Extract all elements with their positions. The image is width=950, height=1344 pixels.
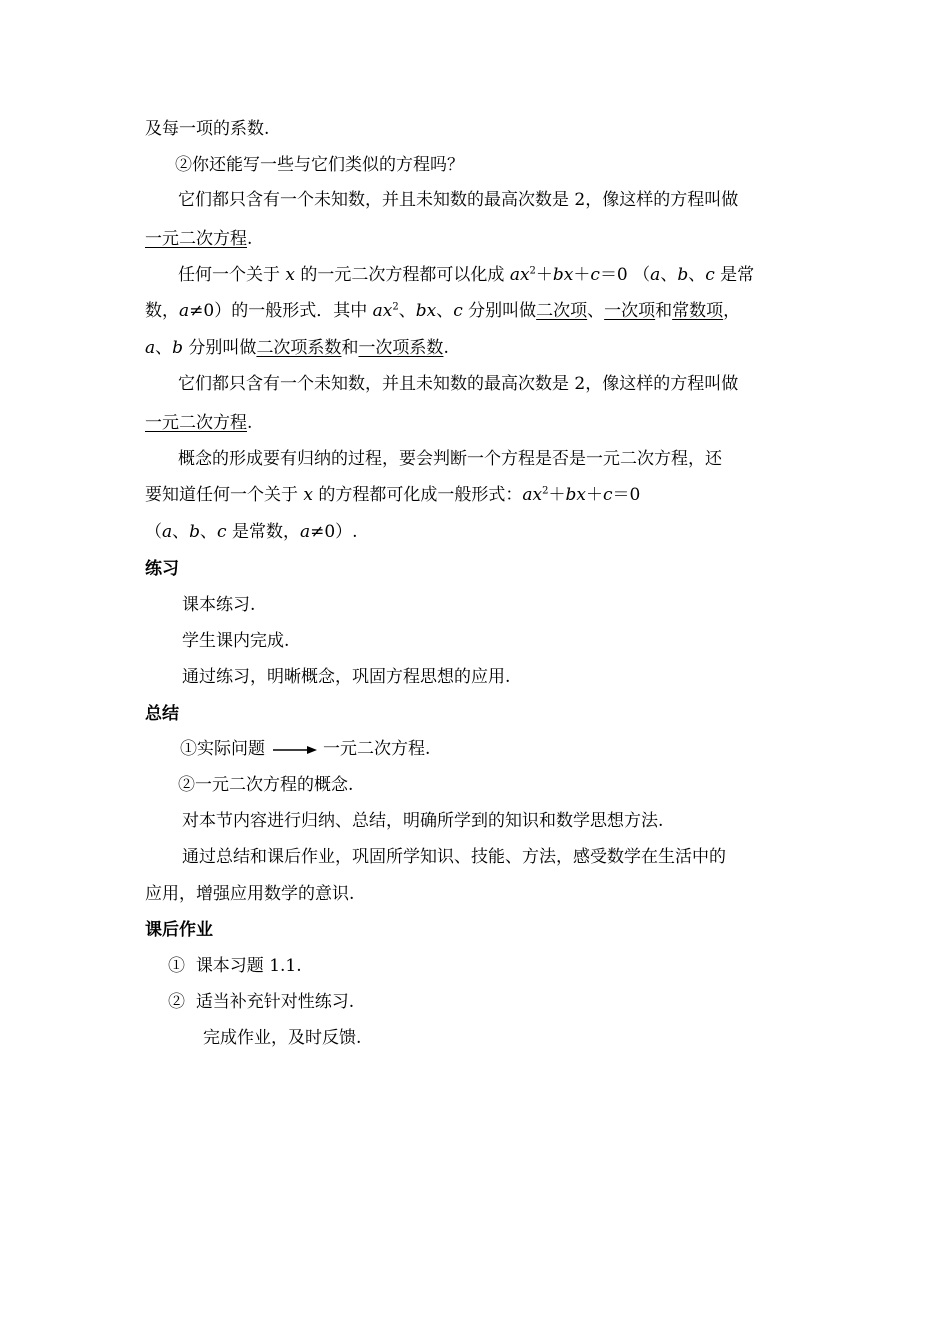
summary-item-2: ②一元二次方程的概念. <box>178 775 354 795</box>
section-heading-homework: 课后作业 <box>145 920 213 940</box>
term-underlined: 一元二次方程 <box>145 413 247 433</box>
text-line: 通过练习，明晰概念，巩固方程思想的应用. <box>182 667 511 687</box>
paragraph-line: 数，a≠0）的一般形式．其中 $ax^2$、bx、c 分别叫做二次项、一次项和常数项， <box>145 301 741 321</box>
text-line: 对本节内容进行归纳、总结，明确所学到的知识和数学思想方法. <box>182 811 664 831</box>
paragraph-line: 概念的形成要有归纳的过程，要会判断一个方程是否是一元二次方程，还 <box>178 449 722 469</box>
text-line: 应用，增强应用数学的意识. <box>145 884 355 904</box>
paragraph-line: 一元二次方程. <box>145 413 253 433</box>
paragraph-line: a、b 分别叫做二次项系数和一次项系数. <box>145 338 449 358</box>
right-arrow-icon <box>273 745 317 755</box>
text-line: 通过总结和课后作业，巩固所学知识、技能、方法，感受数学在生活中的 <box>182 847 726 867</box>
term-underlined: 一次项系数 <box>358 338 444 358</box>
term-underlined: 一次项 <box>604 301 656 321</box>
text-line: 及每一项的系数. <box>145 119 270 139</box>
text-line: 完成作业，及时反馈. <box>203 1028 362 1048</box>
paragraph-line: 它们都只含有一个未知数，并且未知数的最高次数是 2，像这样的方程叫做 <box>178 190 739 210</box>
homework-item-1: ① 课本习题 1.1. <box>168 956 302 976</box>
term-underlined: 二次项 <box>536 301 588 321</box>
paragraph-line: 要知道任何一个关于 x 的方程都可化成一般形式：$ax^2+bx+c=0$ <box>145 485 641 505</box>
section-heading-summary: 总结 <box>145 704 179 724</box>
text-line: 课本练习. <box>182 595 256 615</box>
text-line: 学生课内完成. <box>182 631 290 651</box>
section-heading-practice: 练习 <box>145 559 179 579</box>
question-line: ②你还能写一些与它们类似的方程吗？ <box>175 155 464 175</box>
term-underlined: 常数项 <box>672 301 724 321</box>
term-underlined: 二次项系数 <box>256 338 342 358</box>
summary-item-1: ①实际问题 一元二次方程. <box>180 739 431 759</box>
paragraph-line: （a、b、c 是常数，a≠0）. <box>145 522 358 542</box>
term-underlined: 一元二次方程 <box>145 229 247 249</box>
paragraph-line: 它们都只含有一个未知数，并且未知数的最高次数是 2，像这样的方程叫做 <box>178 374 739 394</box>
paragraph-line: 任何一个关于 x 的一元二次方程都可以化成 $ax^2+bx+c=0$ （a、b、c 是常 <box>178 265 755 285</box>
paragraph-line: 一元二次方程. <box>145 229 253 249</box>
homework-item-2: ② 适当补充针对性练习. <box>168 992 355 1012</box>
